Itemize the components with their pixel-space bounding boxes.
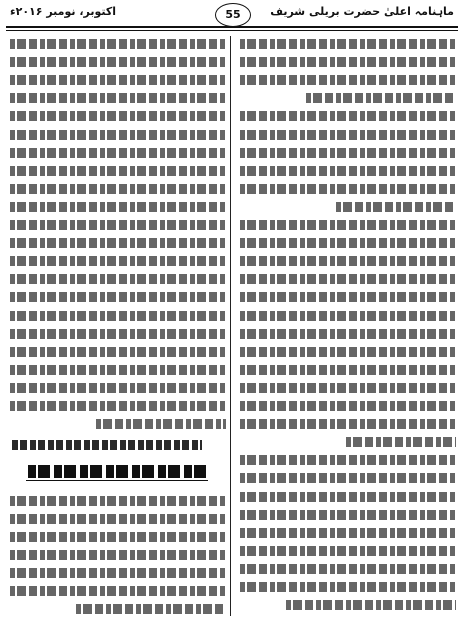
column-divider xyxy=(230,36,231,616)
text-line xyxy=(240,329,456,339)
magazine-title: ماہنامہ اعلیٰ حضرت بریلی شریف xyxy=(270,5,454,18)
text-line xyxy=(240,510,456,520)
text-line xyxy=(10,111,226,121)
text-line xyxy=(240,365,456,375)
text-line xyxy=(10,311,226,321)
text-line xyxy=(10,184,226,194)
text-line xyxy=(240,455,456,465)
page-number: 55 xyxy=(215,3,251,27)
text-line xyxy=(10,514,226,524)
text-line xyxy=(10,568,226,578)
text-line xyxy=(240,582,456,592)
text-line xyxy=(240,311,456,321)
text-line xyxy=(240,184,456,194)
text-line xyxy=(10,347,226,357)
text-line xyxy=(10,274,226,284)
text-line xyxy=(240,238,456,248)
text-line xyxy=(10,148,226,158)
text-line xyxy=(286,600,456,610)
text-line xyxy=(240,292,456,302)
text-line xyxy=(96,419,226,429)
text-line xyxy=(346,437,456,447)
issue-date: اکتوبر، نومبر ۲۰۱۶ء xyxy=(10,5,117,18)
text-line xyxy=(10,75,226,85)
text-line xyxy=(10,39,226,49)
text-line xyxy=(240,383,456,393)
text-line xyxy=(10,130,226,140)
text-line xyxy=(240,528,456,538)
text-line xyxy=(240,256,456,266)
citation-line xyxy=(8,439,226,451)
text-line xyxy=(240,220,456,230)
text-line xyxy=(10,383,226,393)
text-line xyxy=(10,365,226,375)
text-line xyxy=(10,496,226,506)
text-line xyxy=(240,473,456,483)
text-line xyxy=(240,419,456,429)
text-line xyxy=(336,202,456,212)
page-header xyxy=(6,4,458,34)
text-line xyxy=(10,57,226,67)
header-rule xyxy=(6,26,458,28)
text-line xyxy=(10,238,226,248)
text-line xyxy=(240,492,456,502)
section-heading xyxy=(8,461,226,481)
text-line xyxy=(306,93,456,103)
text-line xyxy=(240,166,456,176)
text-line xyxy=(10,256,226,266)
text-line xyxy=(10,93,226,103)
text-line xyxy=(10,202,226,212)
text-line xyxy=(240,274,456,284)
text-line xyxy=(76,604,226,614)
text-line xyxy=(10,220,226,230)
text-column-left xyxy=(8,36,226,616)
text-line xyxy=(10,401,226,411)
text-line xyxy=(10,586,226,596)
text-line xyxy=(240,546,456,556)
text-line xyxy=(10,166,226,176)
text-line xyxy=(240,39,456,49)
text-line xyxy=(240,57,456,67)
text-line xyxy=(10,329,226,339)
text-line xyxy=(240,130,456,140)
text-line xyxy=(10,292,226,302)
text-line xyxy=(10,550,226,560)
text-column-right xyxy=(238,36,456,616)
text-line xyxy=(240,401,456,411)
text-line xyxy=(240,347,456,357)
text-line xyxy=(240,564,456,574)
text-line xyxy=(10,532,226,542)
header-rule-thin xyxy=(6,30,458,31)
text-line xyxy=(240,111,456,121)
text-line xyxy=(240,148,456,158)
text-line xyxy=(240,75,456,85)
